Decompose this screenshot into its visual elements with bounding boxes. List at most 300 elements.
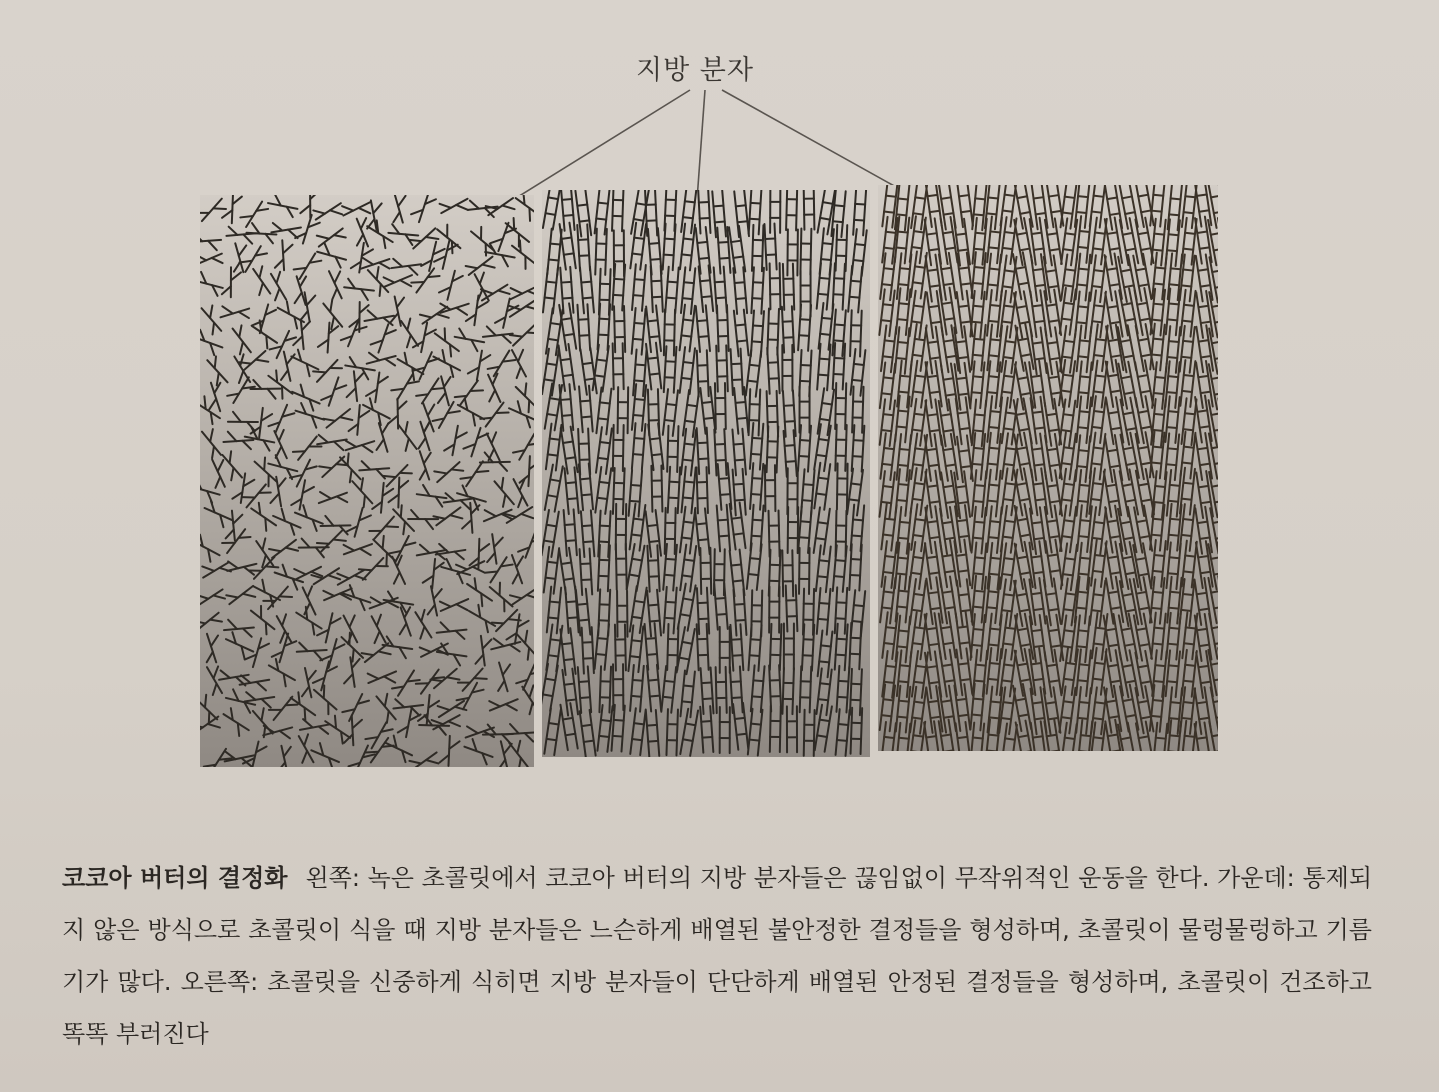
fat-molecule bbox=[647, 665, 661, 712]
fat-molecule bbox=[1181, 290, 1196, 337]
fat-molecule bbox=[847, 469, 863, 516]
fat-molecule bbox=[228, 412, 258, 431]
fat-molecule bbox=[698, 190, 710, 233]
fat-molecule bbox=[663, 389, 678, 436]
fat-molecule bbox=[680, 347, 695, 394]
fat-molecule bbox=[880, 433, 895, 480]
fat-molecule bbox=[911, 468, 927, 515]
fat-molecule bbox=[372, 482, 394, 514]
fat-molecule bbox=[814, 507, 830, 554]
fat-molecule bbox=[715, 383, 726, 429]
fat-molecule bbox=[616, 504, 626, 550]
fat-molecule bbox=[408, 510, 438, 529]
fat-molecule bbox=[972, 185, 986, 230]
fat-molecule bbox=[970, 723, 984, 751]
fat-molecule bbox=[833, 263, 845, 309]
fat-molecule bbox=[483, 533, 506, 565]
fat-molecule bbox=[661, 666, 676, 713]
fat-molecule bbox=[681, 467, 695, 514]
fat-molecule bbox=[245, 603, 280, 637]
fat-molecule bbox=[749, 389, 761, 435]
fat-molecule bbox=[247, 319, 282, 352]
fat-molecule bbox=[1090, 433, 1106, 480]
fat-molecule bbox=[309, 561, 345, 593]
fat-molecule bbox=[851, 590, 865, 637]
fat-molecule bbox=[291, 318, 313, 350]
fat-molecule bbox=[1166, 542, 1180, 589]
fat-molecule bbox=[321, 267, 351, 302]
fat-molecule bbox=[1166, 650, 1180, 697]
fat-molecule bbox=[748, 624, 761, 671]
fat-molecule bbox=[200, 581, 227, 613]
fat-molecule bbox=[359, 459, 390, 480]
fat-molecule bbox=[1167, 470, 1181, 517]
panel-left-random-molecules bbox=[200, 195, 534, 767]
fat-molecule bbox=[415, 400, 443, 435]
fat-molecule bbox=[648, 423, 663, 470]
fat-molecule bbox=[341, 536, 376, 564]
fat-molecule bbox=[580, 710, 596, 757]
fat-molecule bbox=[363, 306, 396, 330]
fat-molecule bbox=[300, 195, 319, 218]
fat-molecule bbox=[482, 552, 514, 588]
fat-molecule bbox=[225, 323, 258, 358]
fat-molecule bbox=[272, 744, 297, 767]
fat-molecule bbox=[560, 267, 573, 314]
fat-molecule bbox=[544, 708, 560, 755]
fat-molecule bbox=[910, 399, 926, 446]
fat-molecule bbox=[800, 229, 811, 275]
panel-right-stable-crystals bbox=[878, 185, 1218, 751]
fat-molecule bbox=[798, 304, 811, 351]
fat-molecule bbox=[646, 343, 661, 390]
fat-molecule bbox=[880, 399, 895, 446]
fat-molecule bbox=[412, 321, 437, 354]
fat-molecule bbox=[290, 732, 321, 767]
fat-molecule bbox=[798, 506, 812, 553]
fat-molecule bbox=[271, 631, 298, 665]
fat-molecule bbox=[911, 324, 927, 371]
fat-molecule bbox=[879, 289, 894, 336]
fat-molecule bbox=[632, 308, 646, 355]
fat-molecule bbox=[444, 424, 468, 457]
fat-molecule bbox=[925, 218, 941, 265]
fat-molecule bbox=[750, 423, 763, 470]
figure-caption bbox=[62, 852, 1372, 1060]
fat-molecule bbox=[200, 271, 225, 297]
fat-molecule bbox=[801, 271, 811, 317]
fat-molecule bbox=[287, 348, 322, 378]
fat-molecule bbox=[911, 252, 927, 299]
fat-molecule bbox=[716, 345, 728, 391]
fat-molecule bbox=[436, 620, 468, 642]
fat-molecule bbox=[487, 476, 521, 511]
fat-molecule bbox=[666, 709, 677, 755]
fat-molecule bbox=[1165, 396, 1179, 443]
fat-molecule bbox=[492, 739, 517, 767]
fat-molecule bbox=[987, 648, 1002, 695]
fat-molecule bbox=[1208, 185, 1218, 228]
fat-molecule bbox=[734, 190, 749, 237]
fat-molecule bbox=[409, 195, 436, 225]
fat-molecule bbox=[267, 401, 296, 436]
fat-molecule bbox=[437, 195, 472, 222]
leader-lines bbox=[0, 0, 1439, 200]
fat-molecule bbox=[714, 429, 726, 475]
fat-molecule bbox=[410, 348, 440, 383]
fat-molecule bbox=[262, 269, 294, 304]
leader-line-middle bbox=[697, 90, 705, 200]
fat-molecule bbox=[218, 299, 252, 326]
fat-molecule bbox=[632, 264, 646, 311]
caption-text: 왼쪽: 녹은 초콜릿에서 코코아 버터의 지방 분자들은 끊임없이 무작위적인 운동을 한다. 가운데: 통제되지 않은 방식으로 초콜릿이 식을 때 지방 분자들은 느슨하게 배열된 불안정한 결정들을 형성하며, 초콜릿이 물렁물렁하고 기름기가 많다. 오른쪽: 초콜릿을 신중하게 식히면 지방 분자들이 단단하게 배열된 안정된 결정들을 형성하며, 초콜릿이 건조하고 똑똑 부러진다 bbox=[62, 864, 1373, 1048]
fat-molecule bbox=[881, 722, 896, 751]
fat-molecule bbox=[1180, 326, 1195, 373]
fat-molecule bbox=[1195, 722, 1212, 751]
fat-molecule bbox=[1076, 687, 1091, 734]
fat-molecule bbox=[632, 423, 646, 470]
fat-molecule bbox=[751, 310, 764, 357]
fat-molecule bbox=[223, 510, 245, 542]
fat-molecule bbox=[273, 240, 294, 271]
fat-molecule bbox=[910, 291, 926, 338]
fat-molecule bbox=[200, 554, 233, 586]
fat-molecule bbox=[416, 484, 448, 507]
fat-molecule bbox=[291, 248, 323, 284]
fat-molecule bbox=[506, 318, 534, 352]
fat-molecule bbox=[664, 587, 677, 634]
fat-molecule bbox=[1076, 435, 1091, 482]
fat-molecule bbox=[767, 426, 779, 472]
fat-molecule bbox=[261, 719, 295, 745]
fat-molecule bbox=[972, 507, 986, 554]
fat-molecule bbox=[561, 190, 575, 231]
fat-molecule bbox=[478, 397, 511, 432]
fat-molecule bbox=[226, 224, 258, 246]
fat-molecule bbox=[291, 604, 327, 636]
fat-molecule bbox=[453, 397, 488, 428]
fat-molecule bbox=[480, 452, 510, 472]
fat-molecule bbox=[316, 431, 349, 454]
fat-molecule bbox=[428, 662, 463, 696]
fat-molecule bbox=[630, 708, 645, 755]
fat-molecule bbox=[417, 635, 452, 665]
fat-molecule bbox=[1106, 325, 1123, 372]
fat-molecule bbox=[767, 347, 779, 393]
fat-molecule bbox=[677, 627, 695, 674]
fat-molecule bbox=[612, 705, 625, 752]
fat-molecule bbox=[1090, 507, 1106, 554]
fat-molecule bbox=[880, 471, 895, 518]
fat-molecule bbox=[835, 383, 846, 429]
fat-molecule bbox=[310, 353, 344, 388]
fat-molecule bbox=[389, 369, 421, 405]
fat-molecule bbox=[700, 706, 713, 753]
fat-molecule bbox=[1076, 396, 1091, 443]
fat-molecule bbox=[313, 221, 348, 254]
fat-molecule bbox=[200, 605, 224, 639]
fat-molecule bbox=[223, 747, 256, 767]
fat-molecule bbox=[1059, 399, 1075, 446]
fat-molecule bbox=[717, 505, 730, 552]
fat-molecule bbox=[986, 254, 1001, 301]
fat-molecule bbox=[381, 267, 416, 296]
fat-molecule bbox=[288, 455, 318, 490]
fat-molecule bbox=[746, 350, 761, 397]
fat-molecule bbox=[386, 531, 417, 566]
fat-molecule bbox=[896, 723, 910, 751]
fat-molecule bbox=[852, 229, 867, 276]
fat-molecule bbox=[381, 733, 416, 763]
fat-molecule bbox=[616, 544, 627, 590]
fat-molecule bbox=[748, 709, 763, 756]
fat-molecule bbox=[712, 191, 726, 238]
fat-molecule bbox=[804, 190, 815, 230]
fat-molecule bbox=[503, 552, 531, 587]
fat-molecule bbox=[506, 239, 534, 272]
fat-molecule bbox=[848, 266, 862, 313]
fat-molecule bbox=[296, 666, 321, 699]
fat-molecule bbox=[729, 226, 745, 273]
fat-molecule bbox=[347, 215, 376, 250]
fat-molecule bbox=[732, 429, 746, 476]
fat-molecule bbox=[467, 349, 491, 382]
fat-molecule bbox=[733, 703, 748, 750]
fat-molecule bbox=[1076, 254, 1091, 301]
fat-molecule bbox=[925, 506, 941, 553]
fat-molecule bbox=[680, 709, 698, 756]
molecules-loose-illustration bbox=[542, 190, 870, 757]
fat-molecule bbox=[750, 463, 763, 510]
fat-molecule bbox=[956, 612, 972, 659]
fat-molecule bbox=[232, 472, 255, 504]
fat-molecule bbox=[926, 327, 942, 374]
fat-molecule bbox=[646, 710, 659, 757]
fat-molecule bbox=[381, 636, 413, 659]
fat-molecule bbox=[319, 636, 345, 670]
fat-molecule bbox=[972, 542, 986, 589]
fat-molecule bbox=[697, 350, 709, 396]
fat-molecule bbox=[407, 222, 442, 256]
figure-label: 지방 분자 bbox=[636, 55, 754, 86]
fat-molecule bbox=[718, 463, 732, 510]
fat-molecule bbox=[613, 664, 623, 710]
fat-molecule bbox=[627, 544, 645, 591]
fat-molecule bbox=[786, 585, 798, 631]
fat-molecule bbox=[770, 706, 781, 752]
fat-molecule bbox=[565, 467, 579, 514]
fat-molecule bbox=[200, 231, 222, 252]
fat-molecule bbox=[200, 354, 234, 389]
fat-molecule bbox=[298, 715, 331, 739]
fat-molecule bbox=[273, 299, 308, 330]
fat-molecule bbox=[782, 550, 793, 596]
fat-molecule bbox=[542, 510, 559, 557]
fat-molecule bbox=[730, 666, 743, 713]
fat-molecule bbox=[817, 588, 831, 635]
fat-molecule bbox=[782, 668, 793, 714]
fat-molecule bbox=[599, 666, 611, 712]
fat-molecule bbox=[612, 190, 624, 231]
fat-molecule bbox=[733, 469, 746, 516]
fat-molecule bbox=[881, 504, 896, 551]
fat-molecule bbox=[769, 665, 781, 711]
fat-molecule bbox=[628, 625, 643, 672]
fat-molecule bbox=[308, 682, 343, 716]
fat-molecule bbox=[714, 583, 728, 630]
fat-molecule bbox=[318, 322, 339, 353]
fat-molecule bbox=[367, 511, 401, 546]
fat-molecule bbox=[665, 267, 678, 314]
fat-molecule bbox=[292, 503, 327, 532]
fat-molecule bbox=[243, 635, 270, 669]
fat-molecule bbox=[270, 219, 303, 243]
fat-molecule bbox=[1030, 290, 1046, 337]
fat-molecule bbox=[749, 190, 762, 234]
fat-molecule bbox=[720, 707, 730, 753]
fat-molecule bbox=[595, 467, 611, 514]
fat-molecule bbox=[222, 267, 241, 297]
fat-molecule bbox=[560, 703, 577, 750]
fat-molecule bbox=[438, 268, 464, 302]
fat-molecule bbox=[316, 298, 350, 333]
fat-molecule bbox=[453, 553, 488, 583]
fat-molecule bbox=[700, 548, 711, 594]
fat-molecule bbox=[519, 456, 534, 487]
fat-molecule bbox=[733, 267, 747, 314]
fat-molecule bbox=[1077, 361, 1092, 408]
fat-molecule bbox=[1090, 255, 1106, 302]
fat-molecule bbox=[225, 555, 259, 581]
fat-molecule bbox=[293, 402, 327, 429]
fat-molecule bbox=[369, 420, 396, 454]
fat-molecule bbox=[720, 627, 730, 673]
fat-molecule bbox=[596, 388, 611, 435]
fat-molecule bbox=[910, 579, 926, 626]
fat-molecule bbox=[294, 212, 321, 246]
fat-molecule bbox=[1165, 361, 1179, 408]
fat-molecule bbox=[200, 425, 229, 460]
fat-molecule bbox=[461, 737, 496, 765]
fat-molecule bbox=[407, 607, 439, 643]
fat-molecule bbox=[422, 584, 447, 617]
fat-molecule bbox=[1076, 216, 1091, 263]
fat-molecule bbox=[1000, 579, 1016, 626]
fat-molecule bbox=[224, 579, 259, 612]
fat-molecule bbox=[226, 352, 258, 388]
fat-molecule bbox=[363, 732, 396, 767]
fat-molecule bbox=[200, 195, 229, 228]
fat-molecule bbox=[270, 507, 305, 536]
fat-molecule bbox=[200, 244, 225, 273]
panel-middle-loose-crystals bbox=[542, 190, 870, 757]
fat-molecule bbox=[397, 706, 421, 739]
fat-molecule bbox=[346, 505, 372, 539]
fat-molecule bbox=[460, 502, 481, 533]
fat-molecule bbox=[437, 591, 472, 620]
fat-molecule bbox=[814, 463, 830, 510]
fat-molecule bbox=[972, 470, 986, 517]
fat-molecule bbox=[986, 470, 1001, 517]
fat-molecule bbox=[543, 267, 558, 314]
fat-molecule bbox=[264, 658, 299, 689]
fat-molecule bbox=[560, 628, 575, 675]
fat-molecule bbox=[987, 506, 1002, 553]
leader-line-left bbox=[508, 90, 690, 200]
fat-molecule bbox=[595, 623, 609, 670]
fat-molecule bbox=[343, 278, 375, 300]
fat-molecule bbox=[411, 448, 439, 482]
fat-molecule bbox=[339, 584, 373, 612]
fat-molecule bbox=[716, 667, 727, 713]
molecules-stable-illustration bbox=[878, 185, 1218, 751]
fat-molecule bbox=[581, 510, 594, 557]
fat-molecule bbox=[1180, 360, 1195, 407]
fat-molecule bbox=[517, 526, 534, 561]
fat-molecule bbox=[630, 665, 644, 712]
fat-molecule bbox=[200, 662, 231, 697]
fat-molecule bbox=[1075, 291, 1090, 338]
fat-molecule bbox=[1060, 432, 1076, 479]
fat-molecule bbox=[219, 523, 252, 558]
fat-molecule bbox=[355, 551, 389, 586]
fat-molecule bbox=[651, 466, 662, 512]
fat-molecule bbox=[701, 667, 714, 714]
fat-molecule bbox=[249, 577, 284, 608]
fat-molecule bbox=[369, 321, 397, 356]
fat-molecule bbox=[315, 449, 350, 483]
fat-molecule bbox=[336, 611, 367, 646]
fat-molecule bbox=[431, 455, 466, 489]
fat-molecule bbox=[478, 430, 508, 465]
fat-molecule bbox=[1151, 613, 1166, 660]
fat-molecule bbox=[223, 430, 254, 451]
fat-molecule bbox=[731, 349, 743, 395]
leader-line-right bbox=[722, 90, 905, 192]
fat-molecule bbox=[289, 383, 324, 412]
fat-molecule bbox=[248, 536, 281, 571]
fat-molecule bbox=[431, 500, 466, 533]
molecules-random-illustration bbox=[200, 195, 534, 767]
fat-molecule bbox=[237, 241, 269, 276]
fat-molecule bbox=[486, 691, 521, 720]
fat-molecule bbox=[925, 471, 941, 518]
fat-molecule bbox=[453, 328, 486, 352]
fat-molecule bbox=[1105, 218, 1122, 265]
fat-molecule bbox=[408, 262, 441, 297]
fat-molecule bbox=[630, 504, 646, 551]
fat-molecule bbox=[417, 299, 452, 332]
fat-molecule bbox=[751, 267, 764, 313]
fat-molecule bbox=[391, 420, 424, 455]
fat-molecule bbox=[200, 631, 226, 665]
fat-molecule bbox=[987, 217, 1002, 264]
fat-molecule bbox=[564, 509, 577, 556]
fat-molecule bbox=[393, 316, 426, 351]
fat-molecule bbox=[223, 618, 255, 639]
caption-title: 코코아 버터의 결정화 bbox=[62, 864, 288, 892]
fat-molecule bbox=[853, 190, 866, 235]
fat-molecule bbox=[266, 195, 299, 218]
fat-molecule bbox=[363, 612, 394, 647]
fat-molecule bbox=[613, 468, 625, 514]
fat-molecule bbox=[1001, 724, 1017, 751]
fat-molecule bbox=[783, 264, 794, 310]
fat-molecule bbox=[730, 550, 745, 597]
fat-molecule bbox=[1166, 326, 1180, 373]
fat-molecule bbox=[343, 715, 364, 746]
fat-molecule bbox=[265, 427, 295, 462]
